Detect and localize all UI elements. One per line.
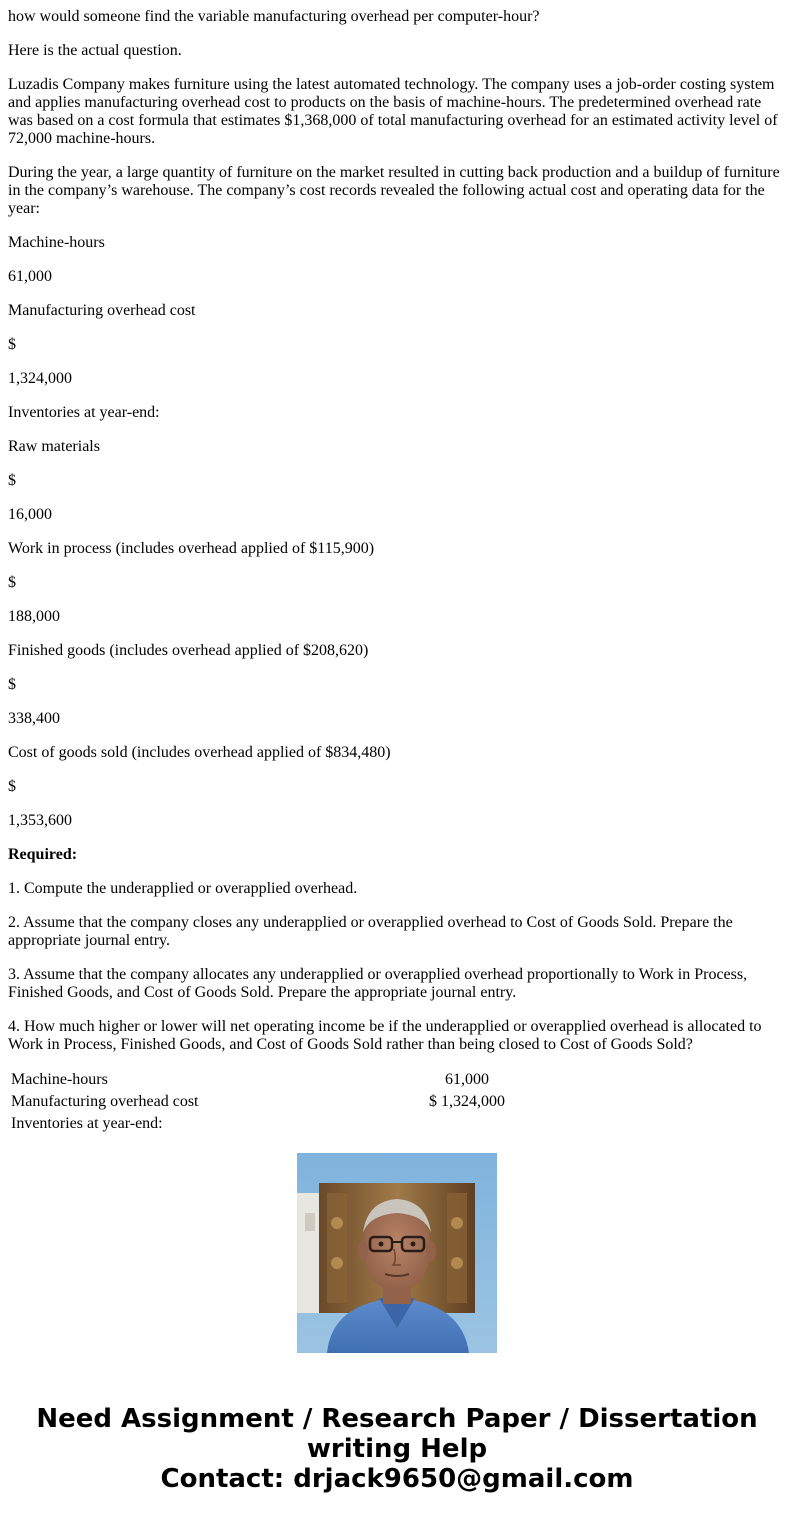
data-line: Finished goods (includes overhead applied of $208,620) [8,642,369,659]
data-line: 16,000 [8,506,52,523]
required-item-3: 3. Assume that the company allocates any underapplied or overapplied overhead proportionally to Work in Process, Finished Goods, and Cost of Goods Sold. Prepare the appropriate journal entry. [8,966,748,1001]
data-line: $ [8,472,16,489]
footer-line-3: Contact: drjack9650@gmail.com [160,1464,634,1494]
data-line: Machine-hours [8,234,105,251]
data-line: Inventories at year-end: [8,404,160,421]
question-content [8,0,784,1132]
data-line: 61,000 [8,268,52,285]
required-item-4: 4. How much higher or lower will net operating income be if the underapplied or overapplied overhead is allocated to Work in Process, Finished Goods, and Cost of Goods Sold rather than being closed to Cost of Goods Sold? [8,1018,762,1053]
data-line: Work in process (includes overhead applied of $115,900) [8,540,375,557]
data-line: $ [8,336,16,353]
table-cell-value: 61,000 [445,1071,489,1088]
question-intro: Here is the actual question. [8,42,182,59]
data-line: 1,353,600 [8,812,72,829]
data-line: Cost of goods sold (includes overhead applied of $834,480) [8,744,391,761]
question-paragraph-2: During the year, a large quantity of furniture on the market resulted in cutting back production and a buildup of furniture in the company’s warehouse. The company’s cost records revealed the following actual cost and operating data for the year: [8,164,780,217]
table-cell-value: $ 1,324,000 [429,1093,505,1110]
data-line: $ [8,778,16,795]
data-line: 188,000 [8,608,60,625]
data-line: $ [8,574,16,591]
question-line: how would someone find the variable manufacturing overhead per computer-hour? [8,8,540,25]
required-item-1: 1. Compute the underapplied or overapplied overhead. [8,880,358,897]
question-paragraph-1: Luzadis Company makes furniture using the latest automated technology. The company uses a job-order costing system and applies manufacturing overhead cost to products on the basis of machine-hours. The predetermined overhead rate was based on a cost formula that estimates $1,368,000 of total manufacturing overhead for an estimated activity level of 72,000 machine-hours. [8,76,778,147]
data-line: Raw materials [8,438,100,455]
author-photo [297,1153,497,1353]
data-line: 1,324,000 [8,370,72,387]
table-row [10,1070,538,1090]
author-avatar [297,1153,497,1353]
required-item-2: 2. Assume that the company closes any underapplied or overapplied overhead to Cost of Goods Sold. Prepare the appropriate journal entry. [8,914,733,949]
required-heading-text: Required: [8,846,78,863]
data-line: $ [8,676,16,693]
data-line: 338,400 [8,710,60,727]
table-cell-label: Machine-hours [11,1071,108,1088]
data-line: Manufacturing overhead cost [8,302,196,319]
footer-line-2: writing Help [306,1434,488,1464]
contact-footer [0,1404,794,1494]
table-cell-label: Inventories at year-end: [11,1115,163,1132]
required-heading [8,846,784,864]
table-row [10,1092,538,1112]
cost-data-table [8,1068,540,1136]
footer-line-1: Need Assignment / Research Paper / Dissertation [36,1404,758,1434]
table-cell-value [396,1114,538,1134]
table-cell-label: Manufacturing overhead cost [11,1093,199,1110]
table-row [10,1114,538,1134]
